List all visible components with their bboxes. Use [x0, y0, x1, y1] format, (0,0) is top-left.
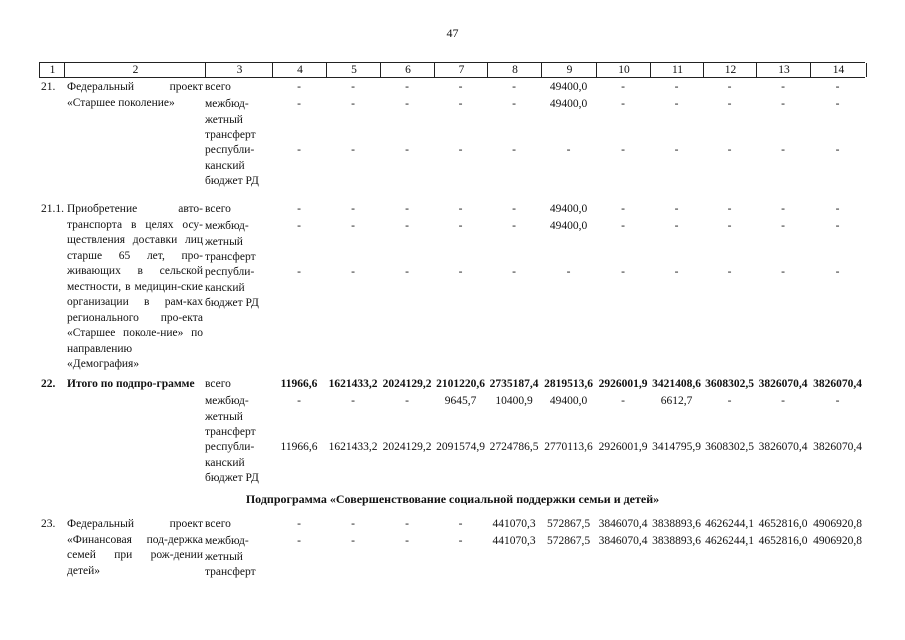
header-col-8: 8 — [487, 63, 542, 77]
value-cell: - — [351, 518, 355, 530]
header-col-4: 4 — [272, 63, 327, 77]
funding-source-label: межбюд- жетный трансферт — [205, 98, 256, 141]
header-col-2: 2 — [64, 63, 206, 77]
value-cell: - — [621, 98, 625, 110]
value-cell: - — [621, 266, 625, 278]
value-cell: - — [297, 98, 301, 110]
value-cell: - — [297, 518, 301, 530]
value-cell: 2024129,2 — [382, 441, 432, 453]
value-cell: - — [835, 266, 840, 278]
value-cell: - — [727, 98, 732, 110]
header-col-3: 3 — [205, 63, 273, 77]
funding-source-label: межбюд- жетный трансферт — [205, 535, 256, 578]
row-number: 21. — [41, 81, 56, 93]
value-cell: - — [727, 203, 732, 215]
section-heading: Подпрограмма «Совершенствование социальной поддержки семьи и детей» — [245, 492, 660, 506]
value-cell: - — [351, 144, 355, 156]
value-cell: - — [566, 144, 571, 156]
value-cell: - — [835, 98, 840, 110]
value-cell: 3608302,5 — [705, 441, 754, 453]
value-cell: - — [674, 144, 679, 156]
row-number: 23. — [41, 518, 56, 530]
value-cell: 2926001,9 — [598, 378, 648, 390]
row-description: Приобретение авто-транспорта в целях осу-ществления доставки лиц старше 65 лет, про-живающих в сельской местности, в медицин-ские организации в рам-ках регионального про-екта «Старшее поколе-ние» по направлению «Демография» — [67, 203, 203, 370]
value-cell: - — [512, 81, 516, 93]
value-cell: 3826070,4 — [758, 441, 808, 453]
value-cell: - — [405, 203, 409, 215]
value-cell: 441070,3 — [492, 518, 536, 530]
value-cell: - — [458, 266, 463, 278]
value-cell: - — [727, 395, 732, 407]
value-cell: - — [621, 395, 625, 407]
value-cell: - — [351, 98, 355, 110]
header-col-1: 1 — [39, 63, 65, 77]
value-cell: 9645,7 — [444, 395, 477, 407]
value-cell: 10400,9 — [495, 395, 533, 407]
value-cell: - — [458, 535, 463, 547]
value-cell: - — [835, 220, 840, 232]
value-cell: - — [781, 98, 785, 110]
value-cell: - — [512, 266, 516, 278]
value-cell: - — [458, 144, 463, 156]
value-cell: - — [781, 144, 785, 156]
value-cell: - — [835, 203, 840, 215]
value-cell: - — [674, 98, 679, 110]
header-col-7: 7 — [434, 63, 488, 77]
value-cell: - — [835, 395, 840, 407]
value-cell: - — [727, 81, 732, 93]
funding-source-label: республи- канский бюджет РД — [205, 441, 259, 484]
value-cell: 4652816,0 — [758, 518, 808, 530]
value-cell: - — [297, 144, 301, 156]
value-cell: - — [405, 518, 409, 530]
page-number: 47 — [446, 26, 459, 40]
value-cell: 3838893,6 — [652, 535, 701, 547]
value-cell: 572867,5 — [546, 518, 591, 530]
value-cell: - — [674, 220, 679, 232]
value-cell: - — [405, 81, 409, 93]
table-header-row — [39, 62, 865, 78]
value-cell: - — [297, 81, 301, 93]
value-cell: - — [458, 81, 463, 93]
row-description: Итого по подпро-грамме — [67, 378, 195, 390]
value-cell: 49400,0 — [549, 220, 588, 232]
row-number: 21.1. — [41, 203, 64, 215]
value-cell: 2819513,6 — [544, 378, 593, 390]
value-cell: 49400,0 — [549, 395, 588, 407]
value-cell: 2101220,6 — [436, 378, 485, 390]
value-cell: - — [621, 81, 625, 93]
value-cell: 4906920,8 — [813, 535, 862, 547]
value-cell: 3414795,9 — [652, 441, 701, 453]
value-cell: - — [621, 203, 625, 215]
value-cell: 4626244,1 — [705, 535, 754, 547]
header-col-14: 14 — [810, 63, 867, 77]
value-cell: - — [835, 81, 840, 93]
value-cell: - — [405, 144, 409, 156]
value-cell: - — [405, 266, 409, 278]
value-cell: 2926001,9 — [598, 441, 648, 453]
value-cell: 2091574,9 — [436, 441, 485, 453]
value-cell: 6612,7 — [660, 395, 693, 407]
funding-source-label: всего — [205, 518, 231, 530]
value-cell: - — [297, 535, 301, 547]
value-cell: - — [351, 266, 355, 278]
funding-source-label: республи- канский бюджет РД — [205, 144, 259, 187]
value-cell: 11966,6 — [280, 441, 318, 453]
funding-source-label: всего — [205, 81, 231, 93]
value-cell: - — [512, 144, 516, 156]
value-cell: - — [727, 266, 732, 278]
value-cell: 4652816,0 — [758, 535, 808, 547]
value-cell: - — [351, 395, 355, 407]
value-cell: 2024129,2 — [382, 378, 432, 390]
value-cell: 4906920,8 — [813, 518, 862, 530]
value-cell: - — [674, 266, 679, 278]
value-cell: - — [835, 144, 840, 156]
funding-source-label: республи- канский бюджет РД — [205, 266, 259, 309]
header-col-9: 9 — [541, 63, 597, 77]
funding-source-label: межбюд- жетный трансферт — [205, 395, 256, 438]
value-cell: - — [458, 98, 463, 110]
value-cell: - — [621, 220, 625, 232]
value-cell: - — [405, 535, 409, 547]
value-cell: - — [727, 144, 732, 156]
row-description: Федеральный проект «Финансовая под-держка семей при рож-дении детей» — [67, 518, 203, 577]
value-cell: - — [297, 203, 301, 215]
value-cell: 2724786,5 — [489, 441, 539, 453]
header-col-11: 11 — [650, 63, 704, 77]
value-cell: 2770113,6 — [544, 441, 593, 453]
header-col-6: 6 — [380, 63, 435, 77]
value-cell: - — [297, 395, 301, 407]
value-cell: - — [674, 203, 679, 215]
funding-source-label: всего — [205, 203, 231, 215]
value-cell: - — [781, 203, 785, 215]
value-cell: 4626244,1 — [705, 518, 754, 530]
value-cell: - — [405, 395, 409, 407]
value-cell: - — [405, 220, 409, 232]
value-cell: 1621433,2 — [328, 441, 378, 453]
value-cell: - — [727, 220, 732, 232]
value-cell: - — [512, 220, 516, 232]
value-cell: - — [351, 220, 355, 232]
value-cell: - — [621, 144, 625, 156]
row-number: 22. — [41, 378, 56, 390]
value-cell: 1621433,2 — [328, 378, 378, 390]
value-cell: - — [781, 220, 785, 232]
value-cell: - — [297, 220, 301, 232]
value-cell: - — [458, 518, 463, 530]
value-cell: - — [781, 395, 785, 407]
value-cell: - — [512, 203, 516, 215]
row-description: Федеральный проект «Старшее поколение» — [67, 81, 203, 109]
value-cell: 3608302,5 — [705, 378, 754, 390]
value-cell: 3846070,4 — [598, 518, 648, 530]
value-cell: - — [297, 266, 301, 278]
value-cell: 49400,0 — [549, 98, 588, 110]
value-cell: - — [458, 203, 463, 215]
value-cell: - — [351, 81, 355, 93]
value-cell: - — [781, 266, 785, 278]
funding-source-label: межбюд- жетный трансферт — [205, 220, 256, 263]
header-col-5: 5 — [326, 63, 381, 77]
value-cell: 572867,5 — [546, 535, 591, 547]
value-cell: - — [512, 98, 516, 110]
header-col-10: 10 — [596, 63, 651, 77]
value-cell: 3421408,6 — [652, 378, 701, 390]
header-col-12: 12 — [703, 63, 757, 77]
value-cell: - — [781, 81, 785, 93]
value-cell: 441070,3 — [492, 535, 536, 547]
value-cell: - — [351, 535, 355, 547]
funding-source-label: всего — [205, 378, 231, 390]
value-cell: - — [405, 98, 409, 110]
header-col-13: 13 — [756, 63, 811, 77]
value-cell: - — [458, 220, 463, 232]
value-cell: 3826070,4 — [813, 378, 862, 390]
value-cell: 49400,0 — [549, 203, 588, 215]
value-cell: 3826070,4 — [758, 378, 808, 390]
value-cell: 3826070,4 — [813, 441, 862, 453]
value-cell: 3838893,6 — [652, 518, 701, 530]
value-cell: 2735187,4 — [489, 378, 539, 390]
value-cell: - — [566, 266, 571, 278]
value-cell: - — [674, 81, 679, 93]
value-cell: - — [351, 203, 355, 215]
value-cell: 49400,0 — [549, 81, 588, 93]
value-cell: 3846070,4 — [598, 535, 648, 547]
value-cell: 11966,6 — [280, 378, 318, 390]
